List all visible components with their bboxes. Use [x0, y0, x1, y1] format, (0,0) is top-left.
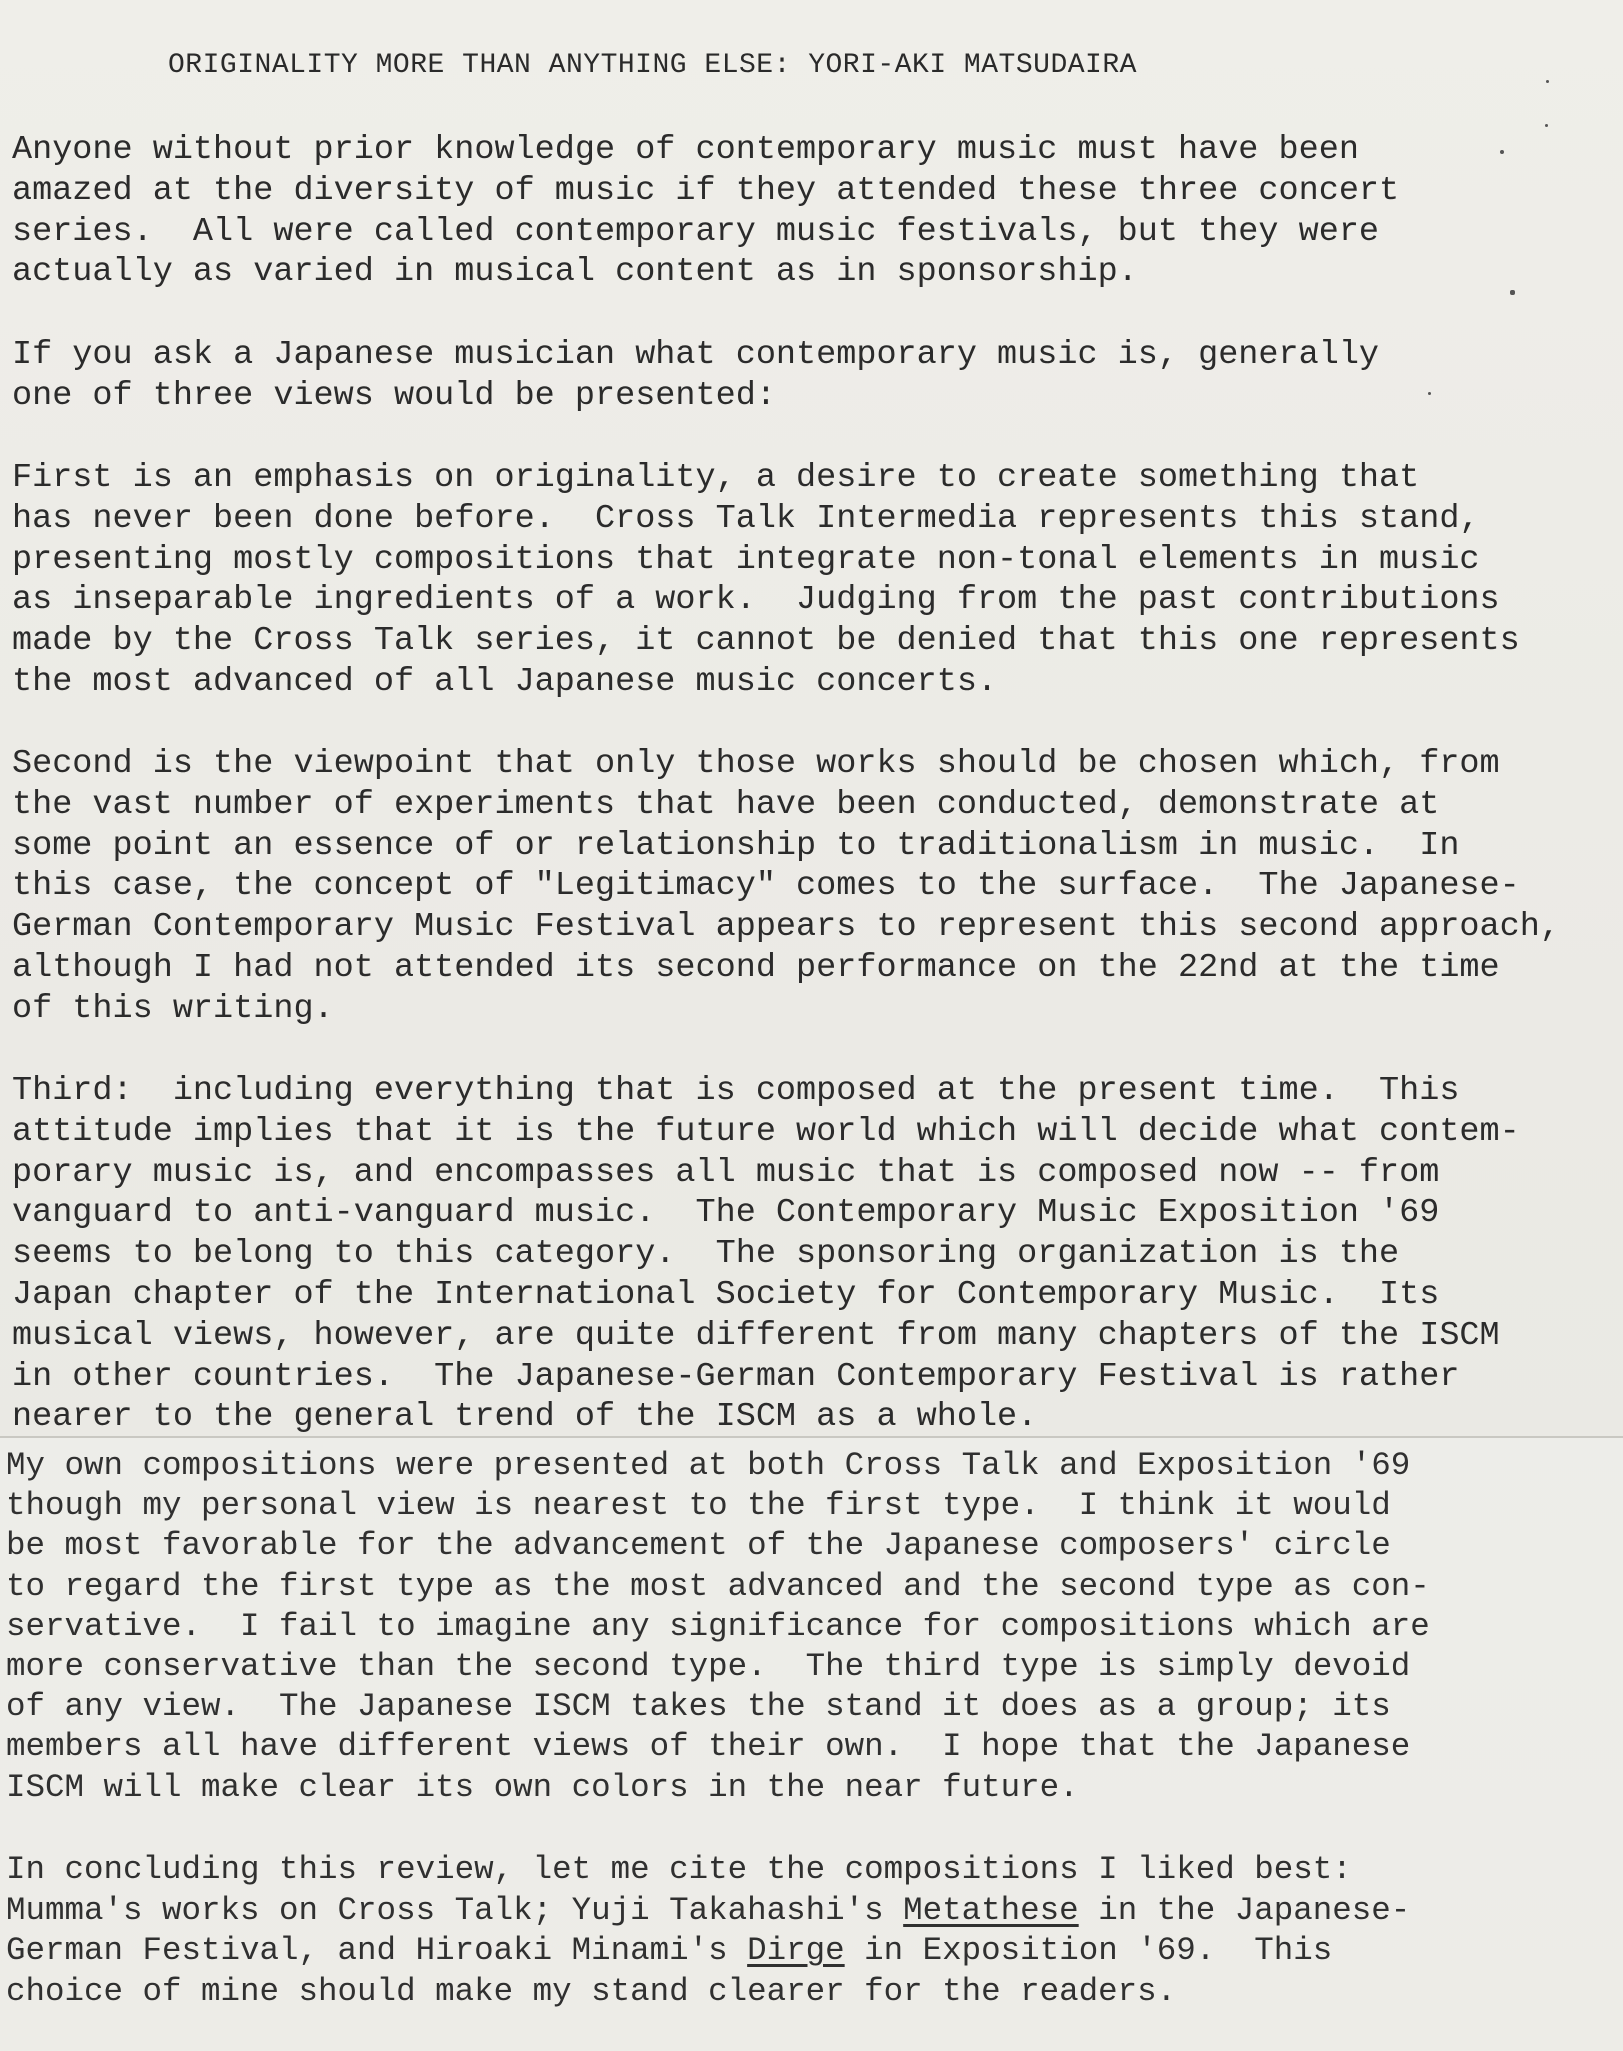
- work-title-metathese: Metathese: [903, 1891, 1079, 1929]
- text-segment: Mumma's works on Cross Talk; Yuji Takahashi's: [6, 1891, 904, 1929]
- text-segment: German Festival, and Hiroaki Minami's: [6, 1932, 748, 1969]
- text-line: porary music is, and encompasses all music that is composed now -- from: [12, 1153, 1440, 1192]
- paper-speck: [1510, 290, 1515, 295]
- paper-speck: [1428, 392, 1431, 395]
- paper-speck: [1545, 124, 1548, 127]
- text-line: though my personal view is nearest to the first type. I think it would: [6, 1487, 1391, 1525]
- text-line: one of three views would be presented:: [12, 376, 776, 415]
- text-line: amazed at the diversity of music if they attended these three concert: [12, 171, 1400, 210]
- text-line: the most advanced of all Japanese music concerts.: [12, 662, 998, 701]
- text-line: seems to belong to this category. The sponsoring organization is the: [12, 1235, 1400, 1274]
- text-line: attitude implies that it is the future world which will decide what contem-: [12, 1112, 1520, 1151]
- text-line: this case, the concept of "Legitimacy" comes to the surface. The Japanese-: [12, 867, 1520, 906]
- text-line: more conservative than the second type. The third type is simply devoid: [6, 1648, 1411, 1686]
- text-line: actually as varied in musical content as in sponsorship.: [12, 253, 1138, 292]
- paragraph-intro: [12, 130, 1399, 293]
- text-line: some point an essence of or relationship to traditionalism in music. In: [12, 826, 1460, 865]
- text-line: choice of mine should make my stand clearer for the readers.: [6, 1972, 1177, 2010]
- text-line: vanguard to anti-vanguard music. The Contemporary Music Exposition '69: [12, 1194, 1440, 1233]
- paragraph-first-view: [12, 458, 1520, 703]
- text-line: presenting mostly compositions that integrate non-tonal elements in music: [12, 540, 1480, 579]
- paragraph-conclusion: [6, 1850, 1410, 2012]
- text-line: Anyone without prior knowledge of contemporary music must have been: [12, 131, 1359, 169]
- text-line: be most favorable for the advancement of the Japanese composers' circle: [6, 1527, 1391, 1565]
- text-line: If you ask a Japanese musician what contemporary music is, generally: [12, 336, 1380, 374]
- text-line: in other countries. The Japanese-German Contemporary Festival is rather: [12, 1357, 1460, 1396]
- text-line: of this writing.: [12, 989, 334, 1028]
- paragraph-three-views: [12, 335, 1379, 417]
- paper-speck: [1546, 80, 1549, 83]
- text-line: although I had not attended its second performance on the 22nd at the time: [12, 948, 1500, 987]
- text-line: Second is the viewpoint that only those works should be chosen which, from: [12, 745, 1500, 783]
- text-line: servative. I fail to imagine any significance for compositions which are: [6, 1607, 1430, 1645]
- text-line: nearer to the general trend of the ISCM as a whole.: [12, 1398, 1038, 1437]
- text-line: Third: including everything that is composed at the present time. This: [12, 1072, 1460, 1110]
- paragraph-third-view: [12, 1071, 1520, 1438]
- text-line: [6, 1891, 1410, 1932]
- text-segment: in the Japanese-: [1078, 1891, 1411, 1929]
- text-line: the vast number of experiments that have been conducted, demonstrate at: [12, 785, 1440, 824]
- text-line: of any view. The Japanese ISCM takes the stand it does as a group; its: [6, 1688, 1391, 1726]
- text-line: as inseparable ingredients of a work. Judging from the past contributions: [12, 581, 1500, 620]
- paragraph-personal-view: [6, 1446, 1430, 1808]
- text-line: series. All were called contemporary music festivals, but they were: [12, 212, 1380, 251]
- text-line: has never been done before. Cross Talk Intermedia represents this stand,: [12, 499, 1480, 538]
- text-line: First is an emphasis on originality, a desire to create something that: [12, 459, 1420, 497]
- text-line: German Contemporary Music Festival appears to represent this second approach,: [12, 908, 1560, 947]
- text-line: [6, 1931, 1410, 1972]
- text-line: to regard the first type as the most advanced and the second type as con-: [6, 1567, 1430, 1605]
- text-line: made by the Cross Talk series, it cannot be denied that this one represents: [12, 622, 1520, 661]
- text-line: In concluding this review, let me cite the compositions I liked best:: [6, 1851, 1352, 1888]
- paragraph-second-view: [12, 744, 1560, 1030]
- text-line: ISCM will make clear its own colors in the near future.: [6, 1768, 1079, 1806]
- text-line: Japan chapter of the International Society for Contemporary Music. Its: [12, 1275, 1440, 1314]
- text-line: musical views, however, are quite different from many chapters of the ISCM: [12, 1316, 1500, 1355]
- text-line: members all have different views of their own. I hope that the Japanese: [6, 1728, 1411, 1766]
- document-title: ORIGINALITY MORE THAN ANYTHING ELSE: YORI-AKI MATSUDAIRA: [168, 50, 1137, 81]
- text-line: My own compositions were presented at both Cross Talk and Exposition '69: [6, 1447, 1411, 1484]
- paper-speck: [1500, 150, 1504, 154]
- work-title-dirge: Dirge: [747, 1932, 845, 1969]
- text-segment: in Exposition '69. This: [844, 1932, 1333, 1969]
